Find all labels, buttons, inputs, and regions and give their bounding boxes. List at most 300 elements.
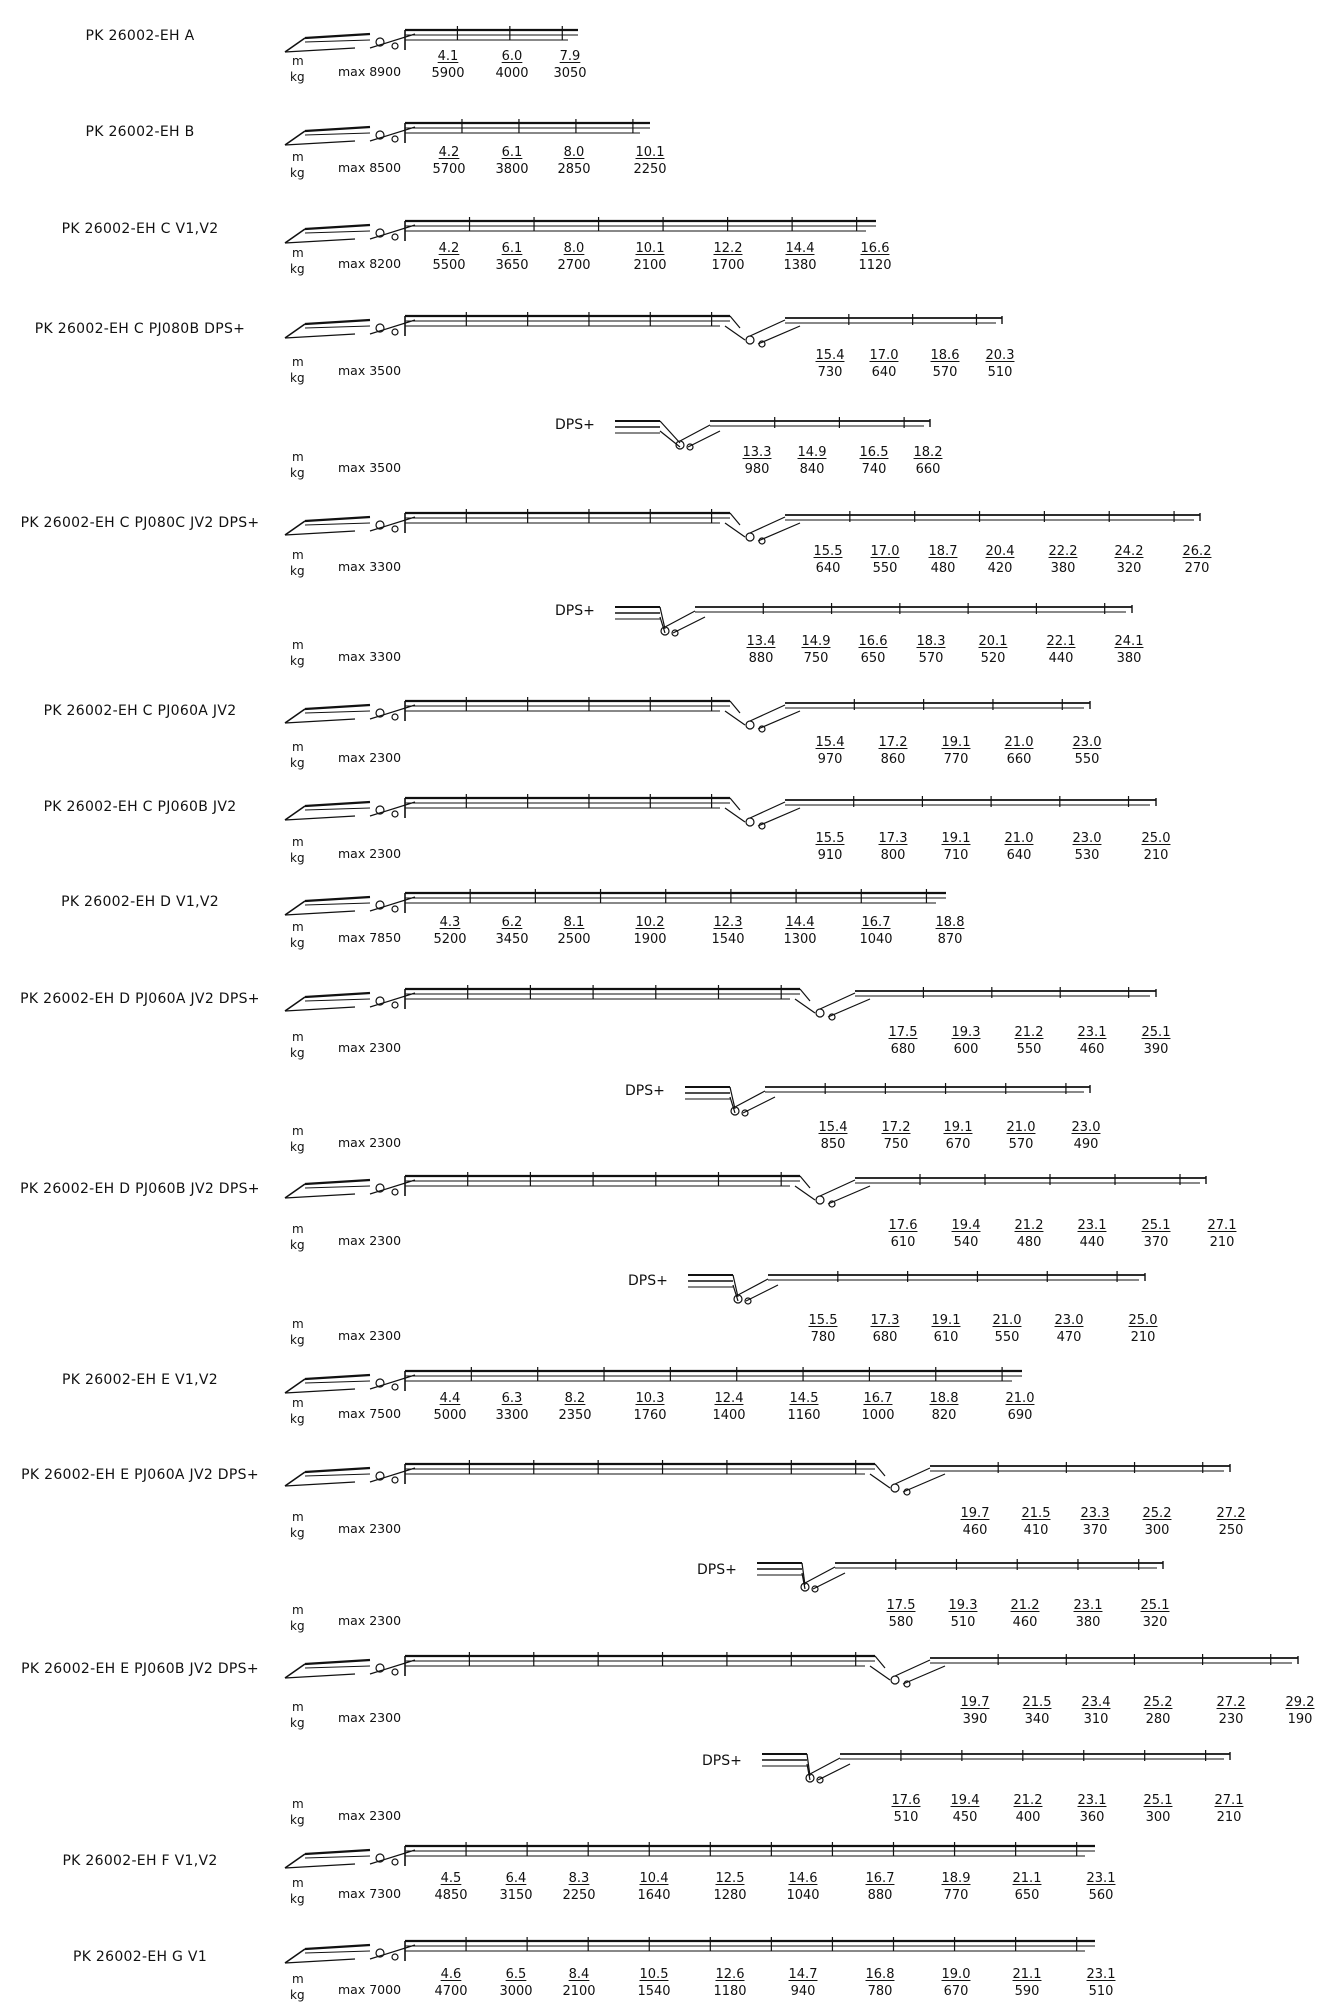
load-kg: 4000 (495, 66, 529, 81)
load-kg: 450 (952, 1810, 978, 1825)
reach-meters: 19.3 (951, 1025, 981, 1040)
load-kg: 3000 (499, 1984, 533, 1999)
load-kg: 1180 (713, 1984, 747, 1999)
load-kg: 1040 (859, 932, 893, 947)
unit-m-label: m (292, 548, 304, 562)
load-kg: 2850 (557, 162, 591, 177)
load-kg: 370 (1143, 1235, 1169, 1250)
reach-meters: 14.9 (801, 634, 831, 649)
reach-load-pair (773, 1966, 833, 2000)
reach-meters: 19.7 (960, 1695, 990, 1710)
max-load: max 2300 (338, 1521, 402, 1536)
load-kg: 750 (803, 651, 829, 666)
reach-load-pair (989, 830, 1049, 864)
reach-meters: 14.9 (797, 445, 827, 460)
reach-meters: 21.0 (992, 1313, 1022, 1328)
reach-meters: 15.4 (818, 1120, 848, 1135)
unit-kg-label: kg (290, 466, 305, 480)
reach-load-pair (798, 543, 858, 577)
config-title: PK 26002-EH D PJ060B JV2 DPS+ (20, 1181, 260, 1197)
config-title: PK 26002-EH C PJ080B DPS+ (34, 321, 246, 337)
load-kg: 3050 (553, 66, 587, 81)
reach-meters: 10.3 (635, 1391, 665, 1406)
reach-meters: 25.1 (1141, 1025, 1171, 1040)
max-load: max 8900 (338, 64, 402, 79)
load-kg: 550 (1016, 1042, 1042, 1057)
reach-load-pair (1201, 1694, 1261, 1728)
reach-load-pair (420, 1390, 480, 1424)
reach-load-pair (549, 1870, 609, 1904)
reach-meters: 23.0 (1072, 831, 1102, 846)
load-kg: 690 (1007, 1408, 1033, 1423)
reach-meters: 21.0 (1004, 735, 1034, 750)
reach-meters: 6.0 (501, 49, 523, 64)
reach-load-pair (774, 1390, 834, 1424)
load-kg: 980 (744, 462, 770, 477)
reach-load-pair (731, 633, 791, 667)
reach-meters: 22.1 (1046, 634, 1076, 649)
load-kg: 1540 (637, 1984, 671, 1999)
reach-load-pair (549, 1966, 609, 2000)
load-kg: 590 (1014, 1984, 1040, 1999)
reach-load-pair (991, 1119, 1051, 1153)
reach-meters: 16.6 (860, 241, 890, 256)
reach-load-pair (845, 240, 905, 274)
load-kg: 510 (950, 1615, 976, 1630)
load-kg: 860 (880, 752, 906, 767)
max-load: max 2300 (338, 1040, 402, 1055)
reach-load-pair (1062, 1024, 1122, 1058)
reach-meters: 20.4 (985, 544, 1015, 559)
load-kg: 530 (1074, 848, 1100, 863)
reach-load-pair (873, 1024, 933, 1058)
unit-m-label: m (292, 1396, 304, 1410)
load-kg: 3150 (499, 1888, 533, 1903)
reach-meters: 16.7 (865, 1871, 895, 1886)
reach-meters: 17.3 (878, 831, 908, 846)
load-kg: 4700 (434, 1984, 468, 1999)
reach-load-pair (544, 240, 604, 274)
reach-load-pair (848, 1390, 908, 1424)
load-kg: 570 (918, 651, 944, 666)
load-kg: 250 (1218, 1523, 1244, 1538)
reach-load-pair (800, 347, 860, 381)
reach-meters: 23.1 (1077, 1025, 1107, 1040)
reach-load-pair (782, 444, 842, 478)
config-title: PK 26002-EH D V1,V2 (61, 894, 219, 910)
reach-meters: 12.2 (713, 241, 743, 256)
reach-load-pair (850, 1870, 910, 1904)
load-kg: 570 (932, 365, 958, 380)
reach-load-pair (624, 1966, 684, 2000)
reach-meters: 21.2 (1014, 1218, 1044, 1233)
reach-load-pair (545, 1390, 605, 1424)
reach-load-pair (999, 1024, 1059, 1058)
load-kg: 420 (987, 561, 1013, 576)
load-kg: 780 (810, 1330, 836, 1345)
reach-meters: 17.2 (881, 1120, 911, 1135)
reach-load-pair (970, 347, 1030, 381)
unit-m-label: m (292, 1972, 304, 1986)
load-kg: 880 (867, 1888, 893, 1903)
reach-load-pair (989, 734, 1049, 768)
reach-meters: 25.0 (1141, 831, 1171, 846)
reach-meters: 14.6 (788, 1871, 818, 1886)
config-title: PK 26002-EH C PJ060A JV2 (43, 703, 237, 719)
reach-load-pair (482, 144, 542, 178)
reach-meters: 24.2 (1114, 544, 1144, 559)
reach-load-pair (544, 914, 604, 948)
load-kg: 380 (1116, 651, 1142, 666)
config-title: PK 26002-EH C V1,V2 (61, 221, 219, 237)
reach-load-pair (1126, 830, 1186, 864)
reach-load-pair (915, 347, 975, 381)
unit-kg-label: kg (290, 1716, 305, 1730)
reach-load-pair (866, 1119, 926, 1153)
load-kg: 390 (962, 1712, 988, 1727)
reach-load-pair (482, 240, 542, 274)
load-kg: 2350 (558, 1408, 592, 1423)
reach-meters: 8.3 (568, 1871, 590, 1886)
load-kg: 1160 (787, 1408, 821, 1423)
unit-m-label: m (292, 1510, 304, 1524)
max-load: max 8200 (338, 256, 402, 271)
load-kg: 360 (1079, 1810, 1105, 1825)
reach-meters: 29.2 (1285, 1695, 1315, 1710)
load-kg: 550 (1074, 752, 1100, 767)
load-kg: 390 (1143, 1042, 1169, 1057)
max-load: max 3500 (338, 363, 402, 378)
load-kg: 440 (1048, 651, 1074, 666)
unit-m-label: m (292, 920, 304, 934)
load-kg: 640 (871, 365, 897, 380)
reach-load-pair (421, 1966, 481, 2000)
load-kg: 2250 (633, 162, 667, 177)
unit-kg-label: kg (290, 1238, 305, 1252)
reach-meters: 21.0 (1006, 1120, 1036, 1135)
reach-meters: 10.1 (635, 241, 665, 256)
reach-load-pair (871, 1597, 931, 1631)
load-kg: 210 (1209, 1235, 1235, 1250)
dps-label: DPS+ (555, 417, 595, 433)
crane-boom-diagram (275, 1452, 1250, 1496)
reach-load-pair (844, 444, 904, 478)
reach-load-pair (863, 830, 923, 864)
max-load: max 2300 (338, 1613, 402, 1628)
reach-meters: 23.0 (1072, 735, 1102, 750)
reach-meters: 25.2 (1142, 1506, 1172, 1521)
reach-load-pair (793, 1312, 853, 1346)
crane-boom-diagram (275, 786, 1176, 830)
reach-load-pair (1126, 1024, 1186, 1058)
reach-load-pair (1066, 1694, 1126, 1728)
reach-meters: 27.2 (1216, 1506, 1246, 1521)
load-kg: 1760 (633, 1408, 667, 1423)
reach-load-pair (945, 1505, 1005, 1539)
max-load: max 2300 (338, 846, 402, 861)
load-kg: 670 (945, 1137, 971, 1152)
reach-load-pair (1071, 1870, 1131, 1904)
reach-meters: 21.1 (1012, 1871, 1042, 1886)
reach-meters: 23.0 (1054, 1313, 1084, 1328)
reach-meters: 8.0 (563, 241, 585, 256)
config-title: PK 26002-EH E PJ060A JV2 DPS+ (21, 1467, 259, 1483)
reach-load-pair (901, 633, 961, 667)
load-kg: 1040 (786, 1888, 820, 1903)
load-kg: 5000 (433, 1408, 467, 1423)
load-kg: 380 (1050, 561, 1076, 576)
unit-m-label: m (292, 638, 304, 652)
load-kg: 310 (1083, 1712, 1109, 1727)
reach-meters: 21.5 (1022, 1695, 1052, 1710)
config-title: PK 26002-EH F V1,V2 (62, 1853, 218, 1869)
config-title: PK 26002-EH B (85, 124, 195, 140)
load-kg: 780 (867, 1984, 893, 1999)
reach-meters: 8.1 (563, 915, 585, 930)
reach-load-pair (1270, 1694, 1330, 1728)
reach-meters: 18.6 (930, 348, 960, 363)
load-kg: 210 (1130, 1330, 1156, 1345)
reach-meters: 15.4 (815, 348, 845, 363)
max-load: max 7850 (338, 930, 402, 945)
load-kg: 1280 (713, 1888, 747, 1903)
reach-meters: 6.1 (501, 241, 523, 256)
reach-load-pair (770, 914, 830, 948)
reach-meters: 16.7 (863, 1391, 893, 1406)
reach-meters: 23.1 (1073, 1598, 1103, 1613)
load-kg: 550 (994, 1330, 1020, 1345)
reach-load-pair (800, 734, 860, 768)
load-kg: 710 (943, 848, 969, 863)
reach-meters: 12.3 (713, 915, 743, 930)
reach-meters: 10.4 (639, 1871, 669, 1886)
reach-meters: 23.4 (1081, 1695, 1111, 1710)
reach-meters: 17.0 (869, 348, 899, 363)
load-kg: 1900 (633, 932, 667, 947)
unit-kg-label: kg (290, 654, 305, 668)
reach-load-pair (898, 444, 958, 478)
reach-meters: 15.5 (808, 1313, 838, 1328)
reach-meters: 4.3 (439, 915, 461, 930)
reach-meters: 8.2 (564, 1391, 586, 1406)
reach-load-pair (926, 830, 986, 864)
load-kg: 770 (943, 1888, 969, 1903)
reach-load-pair (913, 543, 973, 577)
reach-meters: 22.2 (1048, 544, 1078, 559)
max-load: max 7500 (338, 1406, 402, 1421)
reach-load-pair (933, 1597, 993, 1631)
reach-meters: 6.5 (505, 1967, 527, 1982)
reach-load-pair (1006, 1505, 1066, 1539)
reach-meters: 6.3 (501, 1391, 523, 1406)
reach-meters: 17.2 (878, 735, 908, 750)
load-kg: 820 (931, 1408, 957, 1423)
load-kg: 970 (817, 752, 843, 767)
reach-meters: 21.2 (1014, 1025, 1044, 1040)
reach-load-pair (1099, 633, 1159, 667)
load-kg: 640 (1006, 848, 1032, 863)
reach-load-pair (873, 1217, 933, 1251)
load-kg: 670 (943, 1984, 969, 1999)
reach-meters: 6.4 (505, 1871, 527, 1886)
crane-boom-diagram (275, 1644, 1318, 1688)
reach-meters: 21.2 (1010, 1598, 1040, 1613)
load-kg: 550 (872, 561, 898, 576)
reach-meters: 19.7 (960, 1506, 990, 1521)
load-kg: 1400 (712, 1408, 746, 1423)
load-kg: 300 (1145, 1810, 1171, 1825)
load-kg: 2700 (557, 258, 591, 273)
reach-meters: 10.5 (639, 1967, 669, 1982)
reach-meters: 14.7 (788, 1967, 818, 1982)
unit-m-label: m (292, 1124, 304, 1138)
unit-m-label: m (292, 1030, 304, 1044)
reach-meters: 20.1 (978, 634, 1008, 649)
load-kg: 210 (1216, 1810, 1242, 1825)
max-load: max 2300 (338, 1808, 402, 1823)
load-kg: 340 (1024, 1712, 1050, 1727)
reach-meters: 18.2 (913, 445, 943, 460)
reach-load-pair (540, 48, 600, 82)
unit-kg-label: kg (290, 851, 305, 865)
reach-load-pair (418, 48, 478, 82)
reach-load-pair (698, 914, 758, 948)
load-kg: 3650 (495, 258, 529, 273)
reach-load-pair (482, 914, 542, 948)
reach-meters: 18.9 (941, 1871, 971, 1886)
load-kg: 520 (980, 651, 1006, 666)
load-kg: 580 (888, 1615, 914, 1630)
load-kg: 1380 (783, 258, 817, 273)
reach-load-pair (482, 48, 542, 82)
max-load: max 7000 (338, 1982, 402, 1997)
max-load: max 7300 (338, 1886, 402, 1901)
reach-meters: 18.3 (916, 634, 946, 649)
reach-load-pair (926, 1966, 986, 2000)
reach-load-pair (1071, 1966, 1131, 2000)
reach-meters: 25.2 (1143, 1695, 1173, 1710)
reach-load-pair (1065, 1505, 1125, 1539)
reach-meters: 12.5 (715, 1871, 745, 1886)
unit-m-label: m (292, 246, 304, 260)
reach-meters: 6.2 (501, 915, 523, 930)
reach-meters: 19.4 (951, 1218, 981, 1233)
crane-boom-diagram (275, 1164, 1226, 1208)
reach-load-pair (486, 1870, 546, 1904)
reach-load-pair (997, 1966, 1057, 2000)
load-kg: 2100 (562, 1984, 596, 1999)
max-load: max 3300 (338, 649, 402, 664)
reach-meters: 18.7 (928, 544, 958, 559)
reach-load-pair (926, 1870, 986, 1904)
load-kg: 850 (820, 1137, 846, 1152)
unit-kg-label: kg (290, 262, 305, 276)
reach-meters: 16.7 (861, 915, 891, 930)
reach-load-pair (999, 1217, 1059, 1251)
reach-meters: 14.4 (785, 915, 815, 930)
crane-boom-diagram (605, 593, 1152, 637)
reach-load-pair (620, 1390, 680, 1424)
reach-load-pair (421, 1870, 481, 1904)
reach-meters: 17.0 (870, 544, 900, 559)
unit-kg-label: kg (290, 1046, 305, 1060)
max-load: max 3300 (338, 559, 402, 574)
load-kg: 3300 (495, 1408, 529, 1423)
reach-meters: 10.2 (635, 915, 665, 930)
dps-label: DPS+ (625, 1083, 665, 1099)
reach-meters: 18.8 (935, 915, 965, 930)
reach-meters: 27.1 (1214, 1793, 1244, 1808)
max-load: max 8500 (338, 160, 402, 175)
crane-boom-diagram (752, 1740, 1250, 1784)
reach-load-pair (620, 914, 680, 948)
config-title: PK 26002-EH A (85, 28, 195, 44)
reach-load-pair (846, 914, 906, 948)
dps-label: DPS+ (702, 1753, 742, 1769)
unit-m-label: m (292, 1876, 304, 1890)
load-kg: 5500 (432, 258, 466, 273)
load-kg: 1540 (711, 932, 745, 947)
load-kg: 5700 (432, 162, 466, 177)
reach-meters: 24.1 (1114, 634, 1144, 649)
reach-load-pair (699, 1390, 759, 1424)
reach-load-pair (419, 240, 479, 274)
reach-meters: 25.0 (1128, 1313, 1158, 1328)
reach-meters: 23.3 (1080, 1506, 1110, 1521)
reach-load-pair (700, 1870, 760, 1904)
config-title: PK 26002-EH C PJ080C JV2 DPS+ (20, 515, 260, 531)
max-load: max 2300 (338, 1710, 402, 1725)
reach-load-pair (914, 1390, 974, 1424)
reach-meters: 8.4 (568, 1967, 590, 1982)
load-kg: 1000 (861, 1408, 895, 1423)
crane-boom-diagram (675, 1073, 1110, 1117)
reach-meters: 17.5 (886, 1598, 916, 1613)
reach-meters: 21.1 (1012, 1967, 1042, 1982)
reach-load-pair (928, 1119, 988, 1153)
load-kg: 210 (1143, 848, 1169, 863)
reach-meters: 13.4 (746, 634, 776, 649)
unit-kg-label: kg (290, 1412, 305, 1426)
crane-boom-diagram (678, 1261, 1165, 1305)
reach-load-pair (786, 633, 846, 667)
unit-kg-label: kg (290, 936, 305, 950)
crane-boom-diagram (275, 304, 1022, 348)
reach-load-pair (803, 1119, 863, 1153)
reach-load-pair (855, 1312, 915, 1346)
load-kg: 320 (1142, 1615, 1168, 1630)
reach-load-pair (773, 1870, 833, 1904)
load-kg: 5900 (431, 66, 465, 81)
reach-load-pair (1031, 633, 1091, 667)
reach-load-pair (997, 1870, 1057, 1904)
unit-kg-label: kg (290, 166, 305, 180)
reach-load-pair (1125, 1597, 1185, 1631)
unit-m-label: m (292, 355, 304, 369)
reach-load-pair (850, 1966, 910, 2000)
reach-meters: 15.5 (813, 544, 843, 559)
load-kg: 270 (1184, 561, 1210, 576)
reach-load-pair (1062, 1217, 1122, 1251)
reach-load-pair (876, 1792, 936, 1826)
reach-load-pair (935, 1792, 995, 1826)
load-kg: 650 (1014, 1888, 1040, 1903)
dps-label: DPS+ (555, 603, 595, 619)
load-kg: 680 (872, 1330, 898, 1345)
reach-meters: 26.2 (1182, 544, 1212, 559)
crane-boom-diagram (275, 689, 1110, 733)
reach-meters: 4.6 (440, 1967, 462, 1982)
